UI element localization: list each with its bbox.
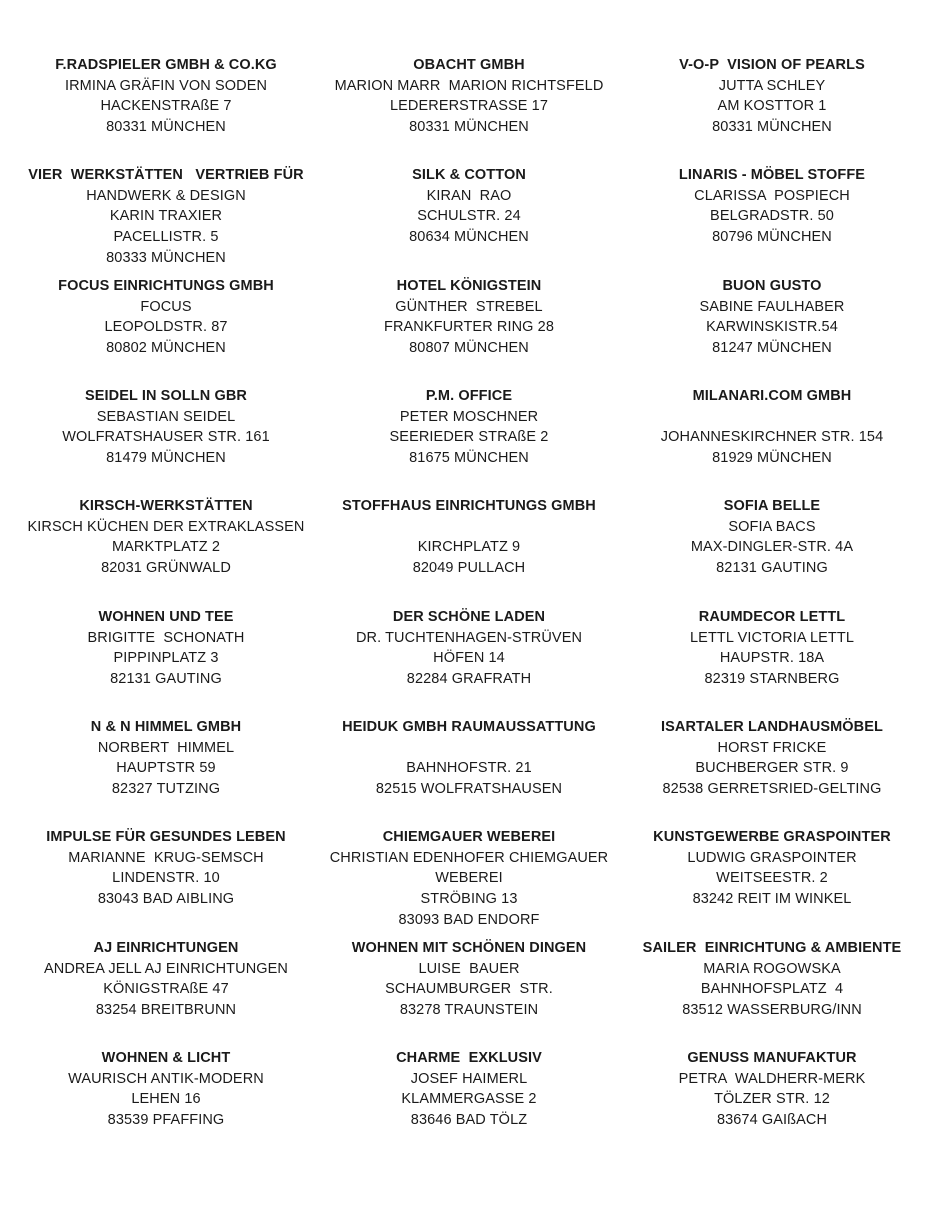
address-line: MARIANNE KRUG-SEMSCH <box>68 849 264 866</box>
address-entry <box>319 165 619 248</box>
address-line: SOFIA BACS <box>728 518 816 535</box>
address-line: LEDERERSTRASSE 17 <box>389 98 549 115</box>
address-line: 80333 MÜNCHEN <box>106 249 226 266</box>
address-line: 81675 MÜNCHEN <box>409 450 529 467</box>
company-name: HOTEL KÖNIGSTEIN <box>396 278 542 294</box>
company-name: WOHNEN UND TEE <box>98 609 234 625</box>
address-line: SEERIEDER STRAßE 2 <box>389 429 549 446</box>
address-entry <box>16 276 316 359</box>
address-line: FOCUS <box>140 298 192 315</box>
address-line: 82515 WOLFRATSHAUSEN <box>375 781 563 798</box>
address-line: KLAMMERGASSE 2 <box>401 1091 537 1108</box>
address-entry <box>622 827 922 910</box>
company-name: SEIDEL IN SOLLN GBR <box>85 388 247 404</box>
address-line: 82031 GRÜNWALD <box>101 560 231 577</box>
address-line: SEBASTIAN SEIDEL <box>96 408 236 425</box>
company-name: HEIDUK GMBH RAUMAUSSATTUNG <box>342 719 596 735</box>
address-line: MAX-DINGLER-STR. 4A <box>690 539 854 556</box>
address-line: WEBEREI <box>435 870 503 887</box>
company-name: KUNSTGEWERBE GRASPOINTER <box>653 829 891 845</box>
address-entry <box>622 938 922 1021</box>
address-line: AM KOSTTOR 1 <box>717 98 827 115</box>
address-entry <box>622 717 922 800</box>
address-line: GÜNTHER STREBEL <box>395 298 543 315</box>
address-line: LEHEN 16 <box>131 1091 201 1108</box>
address-line: WAURISCH ANTIK-MODERN <box>68 1070 264 1087</box>
company-name: V-O-P VISION OF PEARLS <box>679 57 865 73</box>
address-line: BELGRADSTR. 50 <box>710 208 834 225</box>
address-line: LUISE BAUER <box>418 960 520 977</box>
address-line: KIRCHPLATZ 9 <box>417 539 521 556</box>
address-line: CLARISSA POSPIECH <box>694 187 850 204</box>
address-entry <box>319 496 619 579</box>
address-entry <box>319 386 619 469</box>
address-line: JOHANNESKIRCHNER STR. 154 <box>660 429 884 446</box>
address-line: 83093 BAD ENDORF <box>398 911 540 928</box>
address-line: 80807 MÜNCHEN <box>409 340 529 357</box>
address-entry <box>16 607 316 690</box>
address-line: 81247 MÜNCHEN <box>712 340 832 357</box>
address-line: 81479 MÜNCHEN <box>106 450 226 467</box>
address-line: 82284 GRAFRATH <box>406 671 532 688</box>
address-entry <box>622 496 922 579</box>
address-line: TÖLZER STR. 12 <box>714 1091 830 1108</box>
address-line: PIPPINPLATZ 3 <box>113 650 219 667</box>
address-line: PETRA WALDHERR-MERK <box>678 1070 866 1087</box>
address-line: 83512 WASSERBURG/INN <box>682 1002 862 1019</box>
address-line: WEITSEESTR. 2 <box>716 870 828 887</box>
address-entry <box>16 1048 316 1131</box>
address-line: 82538 GERRETSRIED-GELTING <box>662 781 882 798</box>
address-line: DR. TUCHTENHAGEN-STRÜVEN <box>355 629 583 646</box>
address-line: KIRSCH KÜCHEN DER EXTRAKLASSEN <box>27 518 305 535</box>
address-line: JOSEF HAIMERL <box>410 1070 528 1087</box>
address-line: LETTL VICTORIA LETTL <box>690 629 854 646</box>
company-name: SILK & COTTON <box>412 167 526 183</box>
address-line: 80796 MÜNCHEN <box>712 229 832 246</box>
address-entry <box>16 55 316 138</box>
company-name: GENUSS MANUFAKTUR <box>687 1050 857 1066</box>
address-entry <box>16 165 316 268</box>
company-name: BUON GUSTO <box>722 278 822 294</box>
company-name: KIRSCH-WERKSTÄTTEN <box>79 498 253 514</box>
address-line: 80331 MÜNCHEN <box>106 119 226 136</box>
company-name: AJ EINRICHTUNGEN <box>93 940 239 956</box>
company-name: CHIEMGAUER WEBEREI <box>382 829 556 845</box>
address-line: LINDENSTR. 10 <box>112 870 220 887</box>
address-line: KARIN TRAXIER <box>109 208 223 225</box>
address-line: 83043 BAD AIBLING <box>97 891 235 908</box>
address-line: 83242 REIT IM WINKEL <box>692 891 852 908</box>
company-name: WOHNEN MIT SCHÖNEN DINGEN <box>351 940 587 956</box>
company-name: SOFIA BELLE <box>723 498 821 514</box>
address-line: KIRAN RAO <box>426 187 512 204</box>
address-line: HACKENSTRAßE 7 <box>100 98 232 115</box>
address-entry <box>622 386 922 469</box>
address-line: 80331 MÜNCHEN <box>712 119 832 136</box>
address-line: KARWINSKISTR.54 <box>706 319 838 336</box>
company-name: P.M. OFFICE <box>425 388 513 404</box>
address-entry <box>622 165 922 248</box>
address-line: 82049 PULLACH <box>412 560 526 577</box>
address-line: KÖNIGSTRAßE 47 <box>103 981 229 998</box>
company-name: FOCUS EINRICHTUNGS GMBH <box>58 278 274 294</box>
address-entry <box>319 55 619 138</box>
address-line: LEOPOLDSTR. 87 <box>104 319 228 336</box>
address-line: HAUPTSTR 59 <box>116 760 216 777</box>
address-line: 82131 GAUTING <box>716 560 828 577</box>
company-name: OBACHT GMBH <box>413 57 525 73</box>
address-entry <box>319 827 619 930</box>
address-line: 83539 PFAFFING <box>107 1112 225 1129</box>
address-entry <box>319 1048 619 1131</box>
company-name: VIER WERKSTÄTTEN VERTRIEB FÜR <box>28 167 304 183</box>
address-line: MARKTPLATZ 2 <box>111 539 221 556</box>
company-name: F.RADSPIELER GMBH & CO.KG <box>55 57 277 73</box>
address-line: HANDWERK & DESIGN <box>86 187 246 204</box>
company-name: SAILER EINRICHTUNG & AMBIENTE <box>642 940 902 956</box>
address-line: BUCHBERGER STR. 9 <box>695 760 849 777</box>
address-entry <box>319 276 619 359</box>
address-line <box>622 407 922 428</box>
address-line: NORBERT HIMMEL <box>97 739 235 756</box>
address-entry <box>319 607 619 690</box>
address-entry <box>16 827 316 910</box>
address-entry <box>622 276 922 359</box>
address-line: 82319 STARNBERG <box>704 671 840 688</box>
company-name: MILANARI.COM GMBH <box>692 388 852 404</box>
address-line: 80634 MÜNCHEN <box>409 229 529 246</box>
address-line: BAHNHOFSPLATZ 4 <box>700 981 844 998</box>
address-line <box>319 517 619 538</box>
address-line: HORST FRICKE <box>717 739 827 756</box>
address-entry <box>16 496 316 579</box>
address-line: SCHULSTR. 24 <box>417 208 521 225</box>
address-entry <box>16 717 316 800</box>
company-name: STOFFHAUS EINRICHTUNGS GMBH <box>342 498 596 514</box>
company-name: N & N HIMMEL GMBH <box>90 719 242 735</box>
company-name: LINARIS - MÖBEL STOFFE <box>678 167 866 183</box>
address-line: MARIA ROGOWSKA <box>703 960 841 977</box>
company-name: IMPULSE FÜR GESUNDES LEBEN <box>46 829 286 845</box>
address-line: 80802 MÜNCHEN <box>106 340 226 357</box>
company-name: DER SCHÖNE LADEN <box>392 609 546 625</box>
address-line <box>319 738 619 759</box>
address-line: ANDREA JELL AJ EINRICHTUNGEN <box>44 960 288 977</box>
address-line: 80331 MÜNCHEN <box>409 119 529 136</box>
address-line: FRANKFURTER RING 28 <box>383 319 555 336</box>
address-line: WOLFRATSHAUSER STR. 161 <box>62 429 270 446</box>
address-entry <box>622 607 922 690</box>
address-line: 83646 BAD TÖLZ <box>410 1112 528 1129</box>
address-line: LUDWIG GRASPOINTER <box>687 849 857 866</box>
address-line: HÖFEN 14 <box>433 650 505 667</box>
company-name: CHARME EXKLUSIV <box>396 1050 542 1066</box>
company-name: ISARTALER LANDHAUSMÖBEL <box>661 719 883 735</box>
address-entry <box>16 938 316 1021</box>
address-line: IRMINA GRÄFIN VON SODEN <box>64 77 268 94</box>
address-line: STRÖBING 13 <box>420 891 518 908</box>
address-line: SCHAUMBURGER STR. <box>385 981 553 998</box>
address-line: BAHNHOFSTR. 21 <box>406 760 532 777</box>
address-line: 82131 GAUTING <box>110 671 222 688</box>
company-name: RAUMDECOR LETTL <box>698 609 846 625</box>
address-entry <box>319 938 619 1021</box>
company-name: WOHNEN & LICHT <box>101 1050 231 1066</box>
address-line: 83674 GAIßACH <box>716 1112 828 1129</box>
address-line: JUTTA SCHLEY <box>718 77 826 94</box>
address-entry <box>622 55 922 138</box>
address-line: 82327 TUTZING <box>111 781 221 798</box>
address-entry <box>622 1048 922 1131</box>
address-line: 83254 BREITBRUNN <box>95 1002 237 1019</box>
address-line: PETER MOSCHNER <box>399 408 539 425</box>
address-line: 83278 TRAUNSTEIN <box>399 1002 539 1019</box>
address-entry <box>16 386 316 469</box>
address-line: 81929 MÜNCHEN <box>712 450 832 467</box>
address-line: MARION MARR MARION RICHTSFELD <box>334 77 604 94</box>
address-line: SABINE FAULHABER <box>699 298 845 315</box>
address-line: PACELLISTR. 5 <box>113 229 219 246</box>
address-line: HAUPSTR. 18A <box>719 650 825 667</box>
address-line: CHRISTIAN EDENHOFER CHIEMGAUER <box>329 849 609 866</box>
address-entry <box>319 717 619 800</box>
address-line: BRIGITTE SCHONATH <box>87 629 245 646</box>
